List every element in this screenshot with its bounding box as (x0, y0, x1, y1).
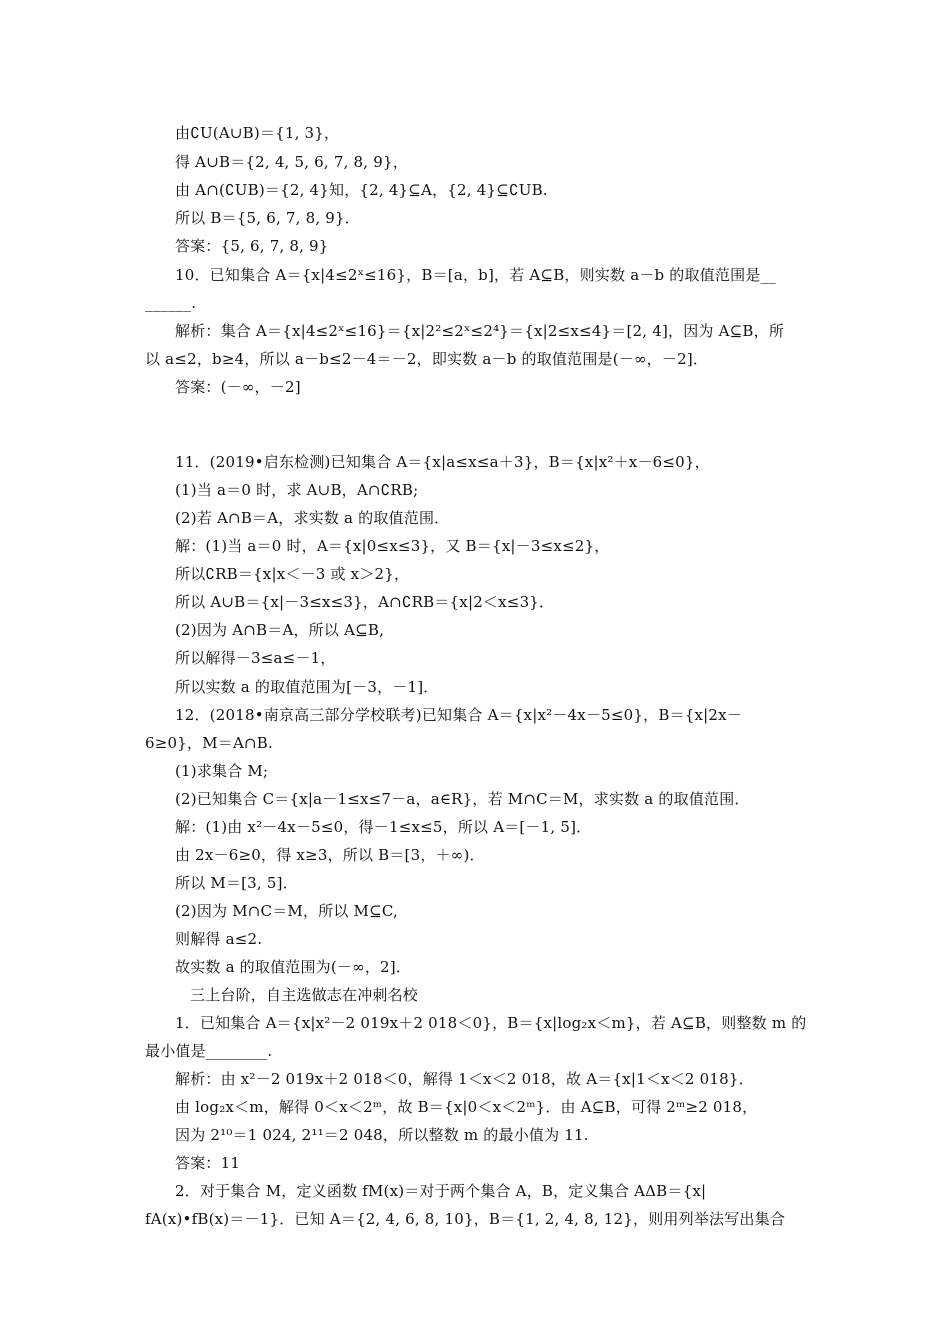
answer-line: 答案：(－∞，－2] (175, 378, 301, 396)
text-line: 由∁U(A∪B)＝{1, 3}， (175, 124, 340, 142)
text-line: (2)因为 M∩C＝M，所以 M⊆C, (175, 902, 398, 920)
text-line: 由 log₂x＜m，解得 0＜x＜2ᵐ，故 B＝{x|0＜x＜2ᵐ}．由 A⊆B，可得 2ᵐ≥2 018， (175, 1098, 758, 1116)
text-line: (1)求集合 M; (175, 762, 269, 780)
text-line: 所以 A∪B＝{x|－3≤x≤3}，A∩∁RB＝{x|2＜x≤3}． (175, 593, 555, 611)
text-line: 得 A∪B＝{2, 4, 5, 6, 7, 8, 9}， (175, 153, 408, 171)
analysis-line: 解析：由 x²－2 019x＋2 018＜0，解得 1＜x＜2 018，故 A＝{x|1＜x＜2 018}． (175, 1070, 754, 1088)
text-line: 由 A∩(∁UB)＝{2, 4}知，{2, 4}⊆A，{2, 4}⊆∁UB. (175, 181, 548, 199)
text-line: 所以解得－3≤a≤－1， (175, 649, 336, 667)
text-line: 答案：{5, 6, 7, 8, 9} (175, 237, 329, 255)
analysis-line: 解析：集合 A＝{x|4≤2ˣ≤16}＝{x|2²≤2ˣ≤2⁴}＝{x|2≤x≤4}＝[2, 4]，因为 A⊆B，所 (175, 322, 785, 340)
question-line: 11．(2019•启东检测)已知集合 A＝{x|a≤x≤a＋3}，B＝{x|x²＋x－6≤0}， (175, 453, 710, 471)
text-line: (2)已知集合 C＝{x|a－1≤x≤7－a，a∈R}，若 M∩C＝M，求实数 a 的取值范围． (175, 790, 750, 808)
text-line: ______. (145, 294, 197, 312)
text-line: 所以∁RB＝{x|x＜－3 或 x＞2}， (175, 565, 410, 583)
solution-line: 解：(1)当 a＝0 时，A＝{x|0≤x≤3}，又 B＝{x|－3≤x≤2}， (175, 537, 610, 555)
text-line: (1)当 a＝0 时，求 A∪B，A∩∁RB; (175, 481, 419, 499)
question-line: 1．已知集合 A＝{x|x²－2 019x＋2 018＜0}，B＝{x|log₂x＜m}，若 A⊆B，则整数 m 的 (175, 1014, 807, 1032)
text-line: 所以实数 a 的取值范围为[－3，－1]． (175, 678, 439, 696)
text-line: 则解得 a≤2. (175, 930, 263, 948)
text-line: 因为 2¹⁰＝1 024, 2¹¹＝2 048，所以整数 m 的最小值为 11. (175, 1126, 589, 1144)
solution-line: 解：(1)由 x²－4x－5≤0，得－1≤x≤5，所以 A＝[－1, 5]． (175, 818, 592, 836)
text-line: fA(x)•fB(x)＝－1}．已知 A＝{2, 4, 6, 8, 10}，B＝{1, 2, 4, 8, 12}，则用列举法写出集合 (145, 1210, 786, 1228)
text-line: 6≥0}，M＝A∩B. (145, 734, 273, 752)
text-line: 所以 B＝{5, 6, 7, 8, 9}． (175, 209, 360, 227)
text-line: 由 2x－6≥0，得 x≥3，所以 B＝[3，＋∞)． (175, 846, 485, 864)
answer-line: 答案：11 (175, 1154, 241, 1172)
text-line: 最小值是________. (145, 1042, 273, 1060)
section-heading: 三上台阶，自主选做志在冲刺名校 (190, 986, 419, 1004)
question-line: 10．已知集合 A＝{x|4≤2ˣ≤16}，B＝[a，b]，若 A⊆B，则实数 a－b 的取值范围是__ (175, 266, 776, 284)
text-line: 以 a≤2，b≥4，所以 a－b≤2－4＝－2，即实数 a－b 的取值范围是(－∞，－2]． (145, 350, 709, 368)
text-line: (2)若 A∩B＝A，求实数 a 的取值范围． (175, 509, 450, 527)
question-line: 12．(2018•南京高三部分学校联考)已知集合 A＝{x|x²－4x－5≤0}，B＝{x|2x－ (175, 706, 743, 724)
text-line: (2)因为 A∩B＝A，所以 A⊆B, (175, 621, 385, 639)
text-line: 所以 M＝[3, 5]． (175, 874, 298, 892)
question-line: 2．对于集合 M，定义函数 fM(x)＝对于两个集合 A，B，定义集合 AΔB＝{x| (175, 1182, 707, 1200)
text-line: 故实数 a 的取值范围为(－∞，2]． (175, 958, 412, 976)
